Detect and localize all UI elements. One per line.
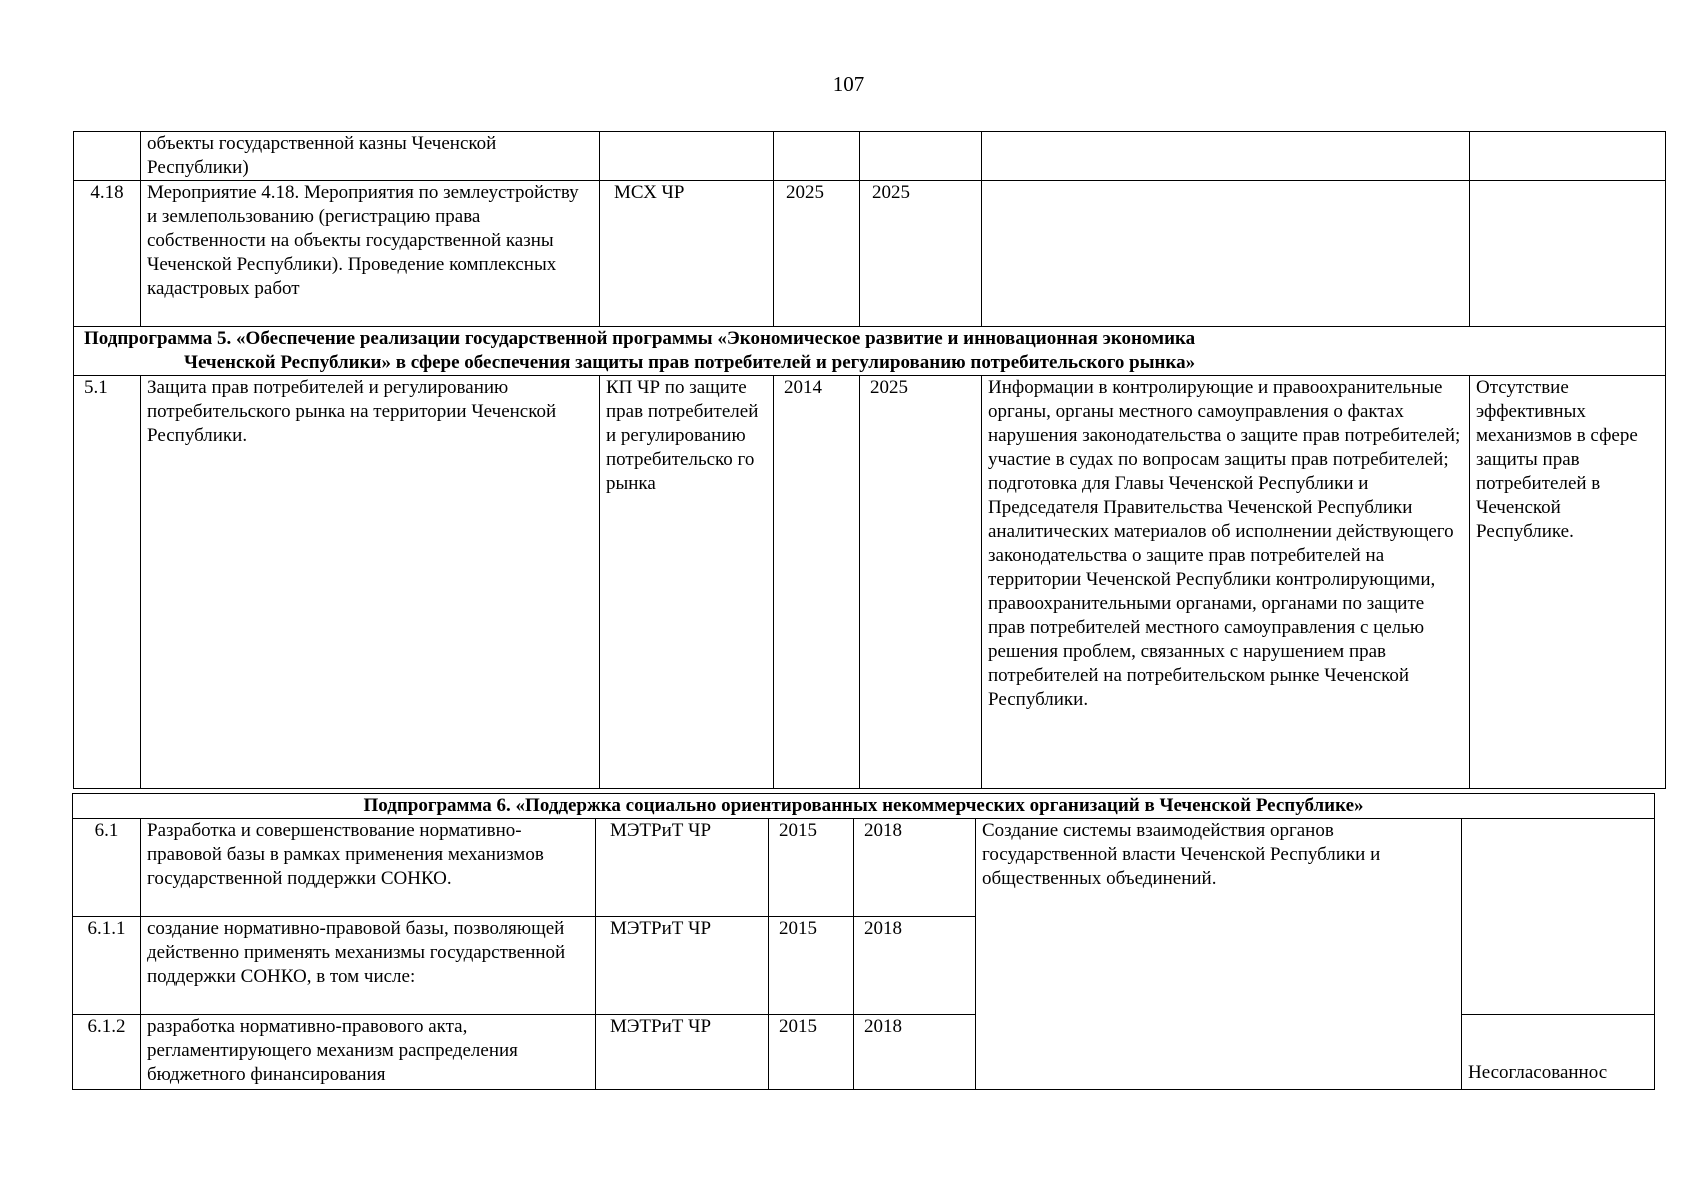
- table-row: [73, 819, 1655, 917]
- cell-number: 4.18: [74, 181, 141, 327]
- cell-activity-name: Защита прав потребителей и регулированию потребительского рынка на территории Чеченской Республики.: [141, 376, 600, 789]
- page-number: 107: [832, 72, 865, 96]
- cell-risk: [1462, 1015, 1655, 1090]
- program-table-part2: [72, 793, 1655, 1090]
- cell-start-year: 2015: [769, 917, 854, 1015]
- cell-expected-result: [982, 132, 1470, 181]
- cell-activity-name: разработка нормативно-правового акта, регламентирующего механизм распределения бюджетного финансирования: [141, 1015, 596, 1090]
- table-row: [74, 376, 1666, 789]
- cell-activity-name: создание нормативно-правовой базы, позволяющей действенно применять механизмы государственной поддержки СОНКО, в том числе:: [141, 917, 596, 1015]
- cell-executor: МЭТРиТ ЧР: [596, 819, 769, 917]
- cell-activity-name: Разработка и совершенствование нормативно-правовой базы в рамках применения механизмов государственной поддержки СОНКО.: [141, 819, 596, 917]
- subprogram-header-row: [74, 327, 1666, 376]
- cell-expected-result: Информации в контролирующие и правоохранительные органы, органы местного самоуправления о фактах нарушения законодательства о защите прав потребителей; участие в судах по вопросам защиты прав потребителей; подготовка для Главы Чеченской Республики и Председателя Правительства Чеченской Республики аналитических материалов об исполнении действующего законодательства о защите прав потребителей на территории Чеченской Республики контролирующими, правоохранительными органами, органами по защите прав потребителей местного самоуправления с целью решения проблем, связанных с нарушением прав потребителей на потребительском рынке Чеченской Республики.: [982, 376, 1470, 789]
- cell-start-year: 2014: [774, 376, 860, 789]
- cell-start-year: [774, 132, 860, 181]
- cell-expected-result: Создание системы взаимодействия органов государственной власти Чеченской Республики и общественных объединений.: [976, 819, 1462, 1090]
- cell-risk: [1470, 181, 1666, 327]
- table-row: [74, 132, 1666, 181]
- cell-number: 6.1: [73, 819, 141, 917]
- cell-number: 6.1.2: [73, 1015, 141, 1090]
- cell-start-year: 2025: [774, 181, 860, 327]
- cell-start-year: 2015: [769, 1015, 854, 1090]
- cell-end-year: 2018: [854, 917, 976, 1015]
- risk-text: Несогласованнос: [1468, 1062, 1608, 1083]
- cell-start-year: 2015: [769, 819, 854, 917]
- cell-executor: КП ЧР по защите прав потребителей и регулированию потребительско го рынка: [600, 376, 774, 789]
- subprogram-header-row: [73, 794, 1655, 819]
- cell-executor: МЭТРиТ ЧР: [596, 1015, 769, 1090]
- cell-end-year: [860, 132, 982, 181]
- cell-executor: [600, 132, 774, 181]
- table-row: [74, 181, 1666, 327]
- cell-end-year: 2018: [854, 819, 976, 917]
- cell-risk: [1462, 819, 1655, 1015]
- cell-risk: Отсутствие эффективных механизмов в сфере защиты прав потребителей в Чеченской Республике.: [1470, 376, 1666, 789]
- cell-executor: МЭТРиТ ЧР: [596, 917, 769, 1015]
- cell-number: 5.1: [74, 376, 141, 789]
- subprogram-6-title: Подпрограмма 6. «Поддержка социально ориентированных некоммерческих организаций в Чеченской Республике»: [73, 794, 1655, 819]
- cell-number: 6.1.1: [73, 917, 141, 1015]
- cell-risk: [1470, 132, 1666, 181]
- subprogram-5-title-line1: Подпрограмма 5. «Обеспечение реализации государственной программы «Экономическое развитие и инновационная экономика: [84, 328, 1196, 349]
- cell-expected-result: [982, 181, 1470, 327]
- cell-executor: МСХ ЧР: [600, 181, 774, 327]
- cell-end-year: 2025: [860, 376, 982, 789]
- cell-number: [74, 132, 141, 181]
- cell-activity-name: объекты государственной казны Чеченской Республики): [141, 132, 600, 181]
- cell-activity-name: Мероприятие 4.18. Мероприятия по землеустройству и землепользованию (регистрацию права собственности на объекты государственной казны Чеченской Республики). Проведение комплексных кадастровых работ: [141, 181, 600, 327]
- program-table-part1: [73, 131, 1666, 789]
- subprogram-5-title: [74, 327, 1666, 376]
- subprogram-5-title-line2: Чеченской Республики» в сфере обеспечения защиты прав потребителей и регулированию потребительского рынка»: [184, 352, 1196, 373]
- cell-end-year: 2018: [854, 1015, 976, 1090]
- cell-end-year: 2025: [860, 181, 982, 327]
